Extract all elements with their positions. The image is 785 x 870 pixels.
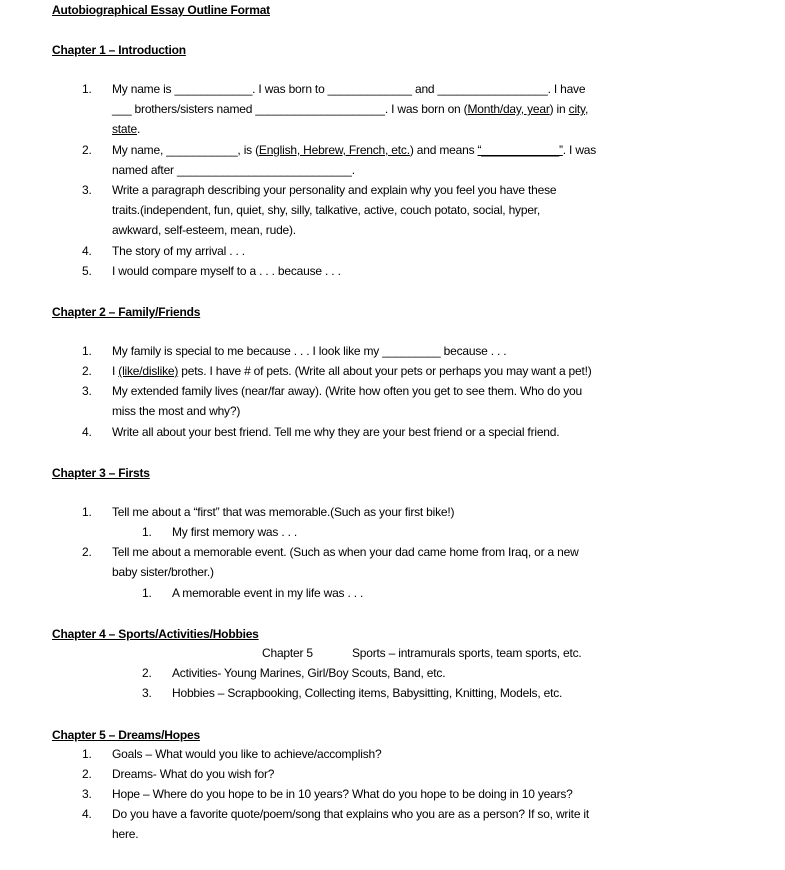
- underlined-run: “____________”: [477, 143, 563, 157]
- item-text: [112, 361, 622, 381]
- item-number: Chapter 5: [262, 646, 313, 660]
- item-line: miss the most and why?): [112, 404, 241, 418]
- item-line: [112, 119, 622, 139]
- item-number: 4.: [82, 244, 92, 258]
- text-run: . I was: [562, 143, 597, 157]
- item-line: Tell me about a memorable event. (Such as when your dad came home from Iraq, or a new: [112, 545, 579, 559]
- item-text: Hope – Where do you hope to be in 10 years? What do you hope to be doing in 10 years?: [112, 787, 573, 801]
- item-text: [112, 804, 622, 844]
- text-run: My name, ___________, is (: [112, 143, 259, 157]
- underlined-run: English, Hebrew, French, etc.: [258, 143, 410, 157]
- item-number: 3.: [82, 787, 92, 801]
- item-text: I would compare myself to a . . . because . . .: [112, 264, 341, 278]
- item-number: 2.: [82, 767, 92, 781]
- item-number: 2.: [82, 545, 92, 559]
- item-text: My family is special to me because . . . I look like my _________ because . . .: [112, 344, 507, 358]
- item-line: My extended family lives (near/far away). (Write how often you get to see them. Who do you: [112, 384, 582, 398]
- item-text: Activities- Young Marines, Girl/Boy Scouts, Band, etc.: [172, 666, 446, 680]
- item-text: Sports – intramurals sports, team sports, etc.: [352, 646, 582, 660]
- item-text: My first memory was . . .: [172, 525, 298, 539]
- item-line: Write a paragraph describing your personality and explain why you feel you have these: [112, 183, 557, 197]
- item-number: 4.: [82, 807, 92, 821]
- text-run: I: [112, 364, 119, 378]
- item-number: 1.: [82, 747, 92, 761]
- item-text: [112, 542, 622, 582]
- item-number: 1.: [142, 525, 152, 539]
- item-text: [112, 180, 622, 240]
- item-number: 1.: [82, 82, 92, 96]
- underlined-run: Month/day, year: [467, 102, 550, 116]
- item-text: Tell me about a “first” that was memorable.(Such as your first bike!): [112, 505, 455, 519]
- chapter-4-heading: Chapter 4 – Sports/Activities/Hobbies: [52, 627, 259, 641]
- item-number: 5.: [82, 264, 92, 278]
- item-text: The story of my arrival . . .: [112, 244, 245, 258]
- chapter-1-heading: Chapter 1 – Introduction: [52, 43, 186, 57]
- chapter-5-heading: Chapter 5 – Dreams/Hopes: [52, 728, 200, 742]
- item-line: Do you have a favorite quote/poem/song that explains who you are as a person? If so, write it: [112, 807, 590, 821]
- item-number: 3.: [82, 384, 92, 398]
- item-text: Goals – What would you like to achieve/accomplish?: [112, 747, 382, 761]
- document-title: Autobiographical Essay Outline Format: [52, 3, 270, 17]
- item-text: Hobbies – Scrapbooking, Collecting items, Babysitting, Knitting, Models, etc.: [172, 686, 563, 700]
- item-number: 3.: [142, 686, 152, 700]
- item-text: Write all about your best friend. Tell me why they are your best friend or a special friend.: [112, 425, 560, 439]
- item-line: named after ___________________________.: [112, 163, 355, 177]
- item-number: 1.: [82, 344, 92, 358]
- item-line: [112, 140, 622, 160]
- item-number: 3.: [82, 183, 92, 197]
- item-text: A memorable event in my life was . . .: [172, 586, 364, 600]
- item-text: Dreams- What do you wish for?: [112, 767, 275, 781]
- item-number: 1.: [82, 505, 92, 519]
- text-run: ) and means: [409, 143, 478, 157]
- underlined-run: city,: [568, 102, 589, 116]
- item-number: 2.: [142, 666, 152, 680]
- chapter-3-heading: Chapter 3 – Firsts: [52, 466, 150, 480]
- item-text: [112, 79, 622, 139]
- item-line: My name is ____________. I was born to _____________ and _________________. I have: [112, 82, 586, 96]
- text-run: ___ brothers/sisters named ____________________. I was born on (: [112, 102, 468, 116]
- item-number: 4.: [82, 425, 92, 439]
- text-run: ) in: [549, 102, 569, 116]
- item-number: 2.: [82, 143, 92, 157]
- text-run: pets. I have # of pets. (Write all about your pets or perhaps you may want a pet!): [178, 364, 592, 378]
- item-number: 2.: [82, 364, 92, 378]
- item-line: [112, 99, 622, 119]
- item-text: [112, 140, 622, 180]
- item-line: here.: [112, 827, 139, 841]
- item-text: [112, 381, 622, 421]
- item-line: traits.(independent, fun, quiet, shy, silly, talkative, active, couch potato, social, hyper,: [112, 203, 541, 217]
- underlined-run: (like/dislike): [118, 364, 179, 378]
- item-line: baby sister/brother.): [112, 565, 214, 579]
- text-run: .: [137, 122, 141, 136]
- chapter-4-item-1: [262, 643, 582, 663]
- chapter-2-heading: Chapter 2 – Family/Friends: [52, 305, 201, 319]
- underlined-run: state: [112, 122, 138, 136]
- item-number: 1.: [142, 586, 152, 600]
- item-line: awkward, self-esteem, mean, rude).: [112, 223, 296, 237]
